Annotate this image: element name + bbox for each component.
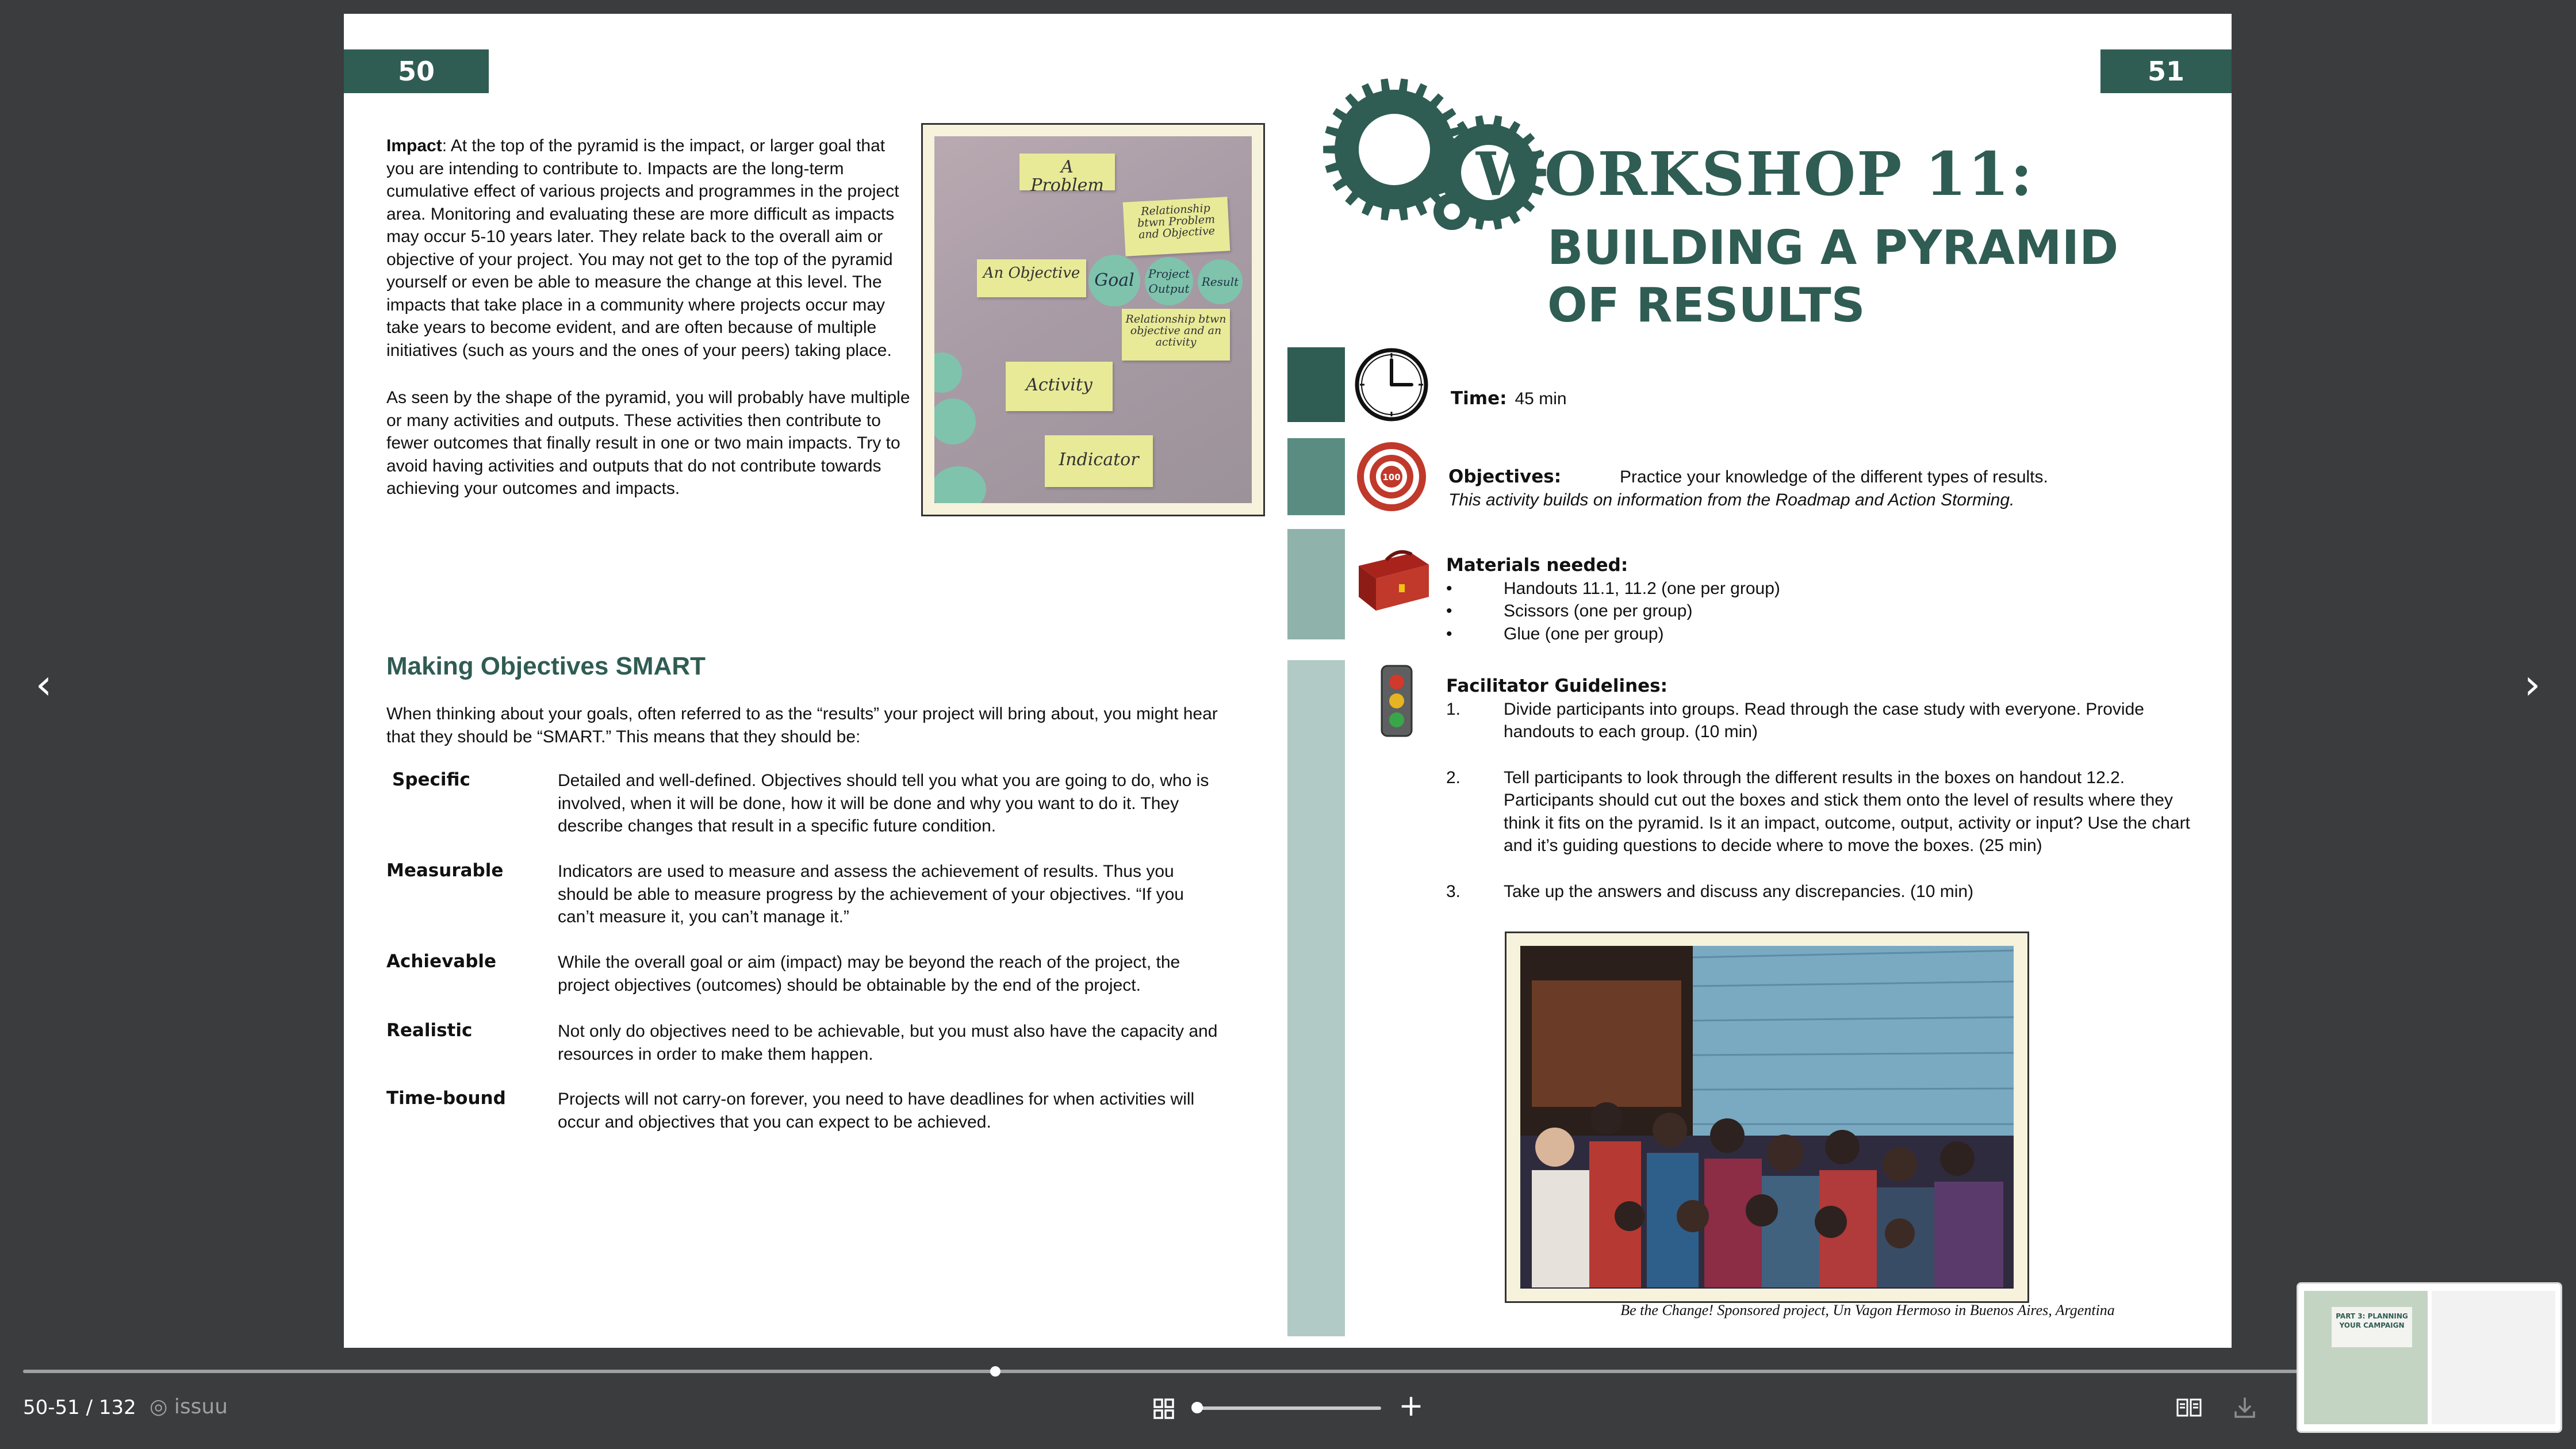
note-activity: Activity bbox=[1006, 362, 1113, 411]
objectives-note: This activity builds on information from the Roadmap and Action Storming. bbox=[1448, 490, 2015, 509]
download-icon[interactable] bbox=[2232, 1395, 2257, 1420]
smart-intro: When thinking about your goals, often referred to as the “results” your project will bring about, you might hear that they should be “SMART.” This means that they should be: bbox=[386, 704, 1218, 746]
smart-desc: Not only do objectives need to be achievable, but you must also have the capacity and resources in order to make them happen. bbox=[558, 1022, 1218, 1064]
smart-term: Measurable bbox=[386, 860, 504, 881]
smart-term: Specific bbox=[392, 769, 470, 790]
children-photo bbox=[1505, 931, 2029, 1303]
thumbnail-left-page bbox=[2304, 1291, 2428, 1424]
impact-text: : At the top of the pyramid is the impact, or larger goal that you are intending to contribute to. Impacts are the long-term cumulative effect of various projects and programmes in the project area. Monitoring and evaluating these are more difficult as impacts may occur 5-10 years later. They relate back to the overall aim or objective of your project. You may not get to the top of the pyramid yourself or even be able to measure the change at this level. The impacts that take place in a community where projects occur may take years to become evident, and are often because of multiple initiatives (such as yours and the ones of your peers) taking place. bbox=[386, 136, 899, 360]
gear-tooth bbox=[1398, 79, 1408, 94]
gear-tooth bbox=[1381, 206, 1390, 221]
sticky-notes-wall bbox=[934, 136, 1252, 503]
smart-term: Achievable bbox=[386, 951, 497, 972]
note-objective: An Objective bbox=[977, 259, 1086, 297]
workshop-subtitle-line1: BUILDING A PYRAMID bbox=[1547, 221, 2119, 275]
dot-goal: Goal bbox=[1088, 255, 1140, 306]
reader-icon[interactable] bbox=[2176, 1396, 2202, 1419]
zoom-slider[interactable] bbox=[1197, 1406, 1381, 1410]
zoom-slider-knob[interactable] bbox=[1191, 1402, 1203, 1413]
materials-label: Materials needed: bbox=[1446, 555, 1628, 576]
page-number-badge: 50 bbox=[344, 49, 489, 93]
page-progress-knob[interactable] bbox=[990, 1366, 1000, 1377]
note-indicator: Indicator bbox=[1045, 435, 1153, 487]
page-number-badge: 51 bbox=[2100, 49, 2232, 93]
caption-text: Be the Change! Sponsored project, Un Vagon Hermoso in Buenos Aires, Argentina bbox=[1620, 1302, 2115, 1318]
thumbnail-right-page bbox=[2432, 1291, 2555, 1424]
thumbnail-preview[interactable] bbox=[2297, 1282, 2562, 1433]
thumbnail-title: PART 3: PLANNING YOUR CAMPAIGN bbox=[2332, 1307, 2412, 1347]
impact-paragraph bbox=[386, 135, 915, 362]
note-problem: A Problem bbox=[1019, 154, 1115, 190]
section-bar bbox=[1287, 529, 1345, 639]
smart-heading: Making Objectives SMART bbox=[386, 652, 706, 680]
list-item bbox=[1446, 600, 2194, 623]
material-item: Handouts 11.1, 11.2 (one per group) bbox=[1504, 578, 1780, 598]
workshop-title: WORKSHOP 11: bbox=[1476, 139, 2034, 209]
list-item bbox=[1446, 698, 2205, 743]
smart-term: Time-bound bbox=[386, 1088, 506, 1109]
list-item bbox=[1446, 766, 2205, 857]
pyramid-shape-paragraph: As seen by the shape of the pyramid, you will probably have multiple or many activities and outputs. These activities then contribute to fewer outcomes that finally result in one or two main impacts. Try to avoid having activities and outputs that do not contribute towards achieving your outcomes and impacts. bbox=[386, 388, 910, 498]
smart-desc: Indicators are used to measure and assess the achievement of results. Thus you should be able to measure progress by the achievement of your objectives. “If you can’t measure it, you can’t manage it.” bbox=[558, 862, 1184, 926]
gear-tooth bbox=[1381, 79, 1390, 94]
time-row bbox=[1451, 388, 1567, 411]
bullet: • bbox=[1446, 601, 1452, 620]
facilitator-label: Facilitator Guidelines: bbox=[1446, 676, 1668, 696]
time-value: 45 min bbox=[1515, 389, 1567, 408]
section-bar bbox=[1287, 438, 1345, 515]
gear-tooth bbox=[1493, 217, 1502, 229]
sticky-notes-photo bbox=[921, 123, 1265, 516]
smart-desc: Projects will not carry-on forever, you need to have deadlines for when activities will occur and objectives that you can expect to be achieved. bbox=[558, 1090, 1195, 1132]
issuu-logo bbox=[150, 1395, 228, 1419]
gear-tooth bbox=[1475, 217, 1485, 229]
step-number: 2. bbox=[1446, 768, 1461, 787]
bullet: • bbox=[1446, 624, 1452, 643]
dot-project-output: Project Output bbox=[1145, 257, 1193, 305]
step-text: Take up the answers and discuss any discrepancies. (10 min) bbox=[1504, 881, 1974, 901]
workshop-subtitle-line2: OF RESULTS bbox=[1547, 278, 1865, 333]
clock-icon bbox=[1354, 347, 1429, 422]
chevron-left-icon[interactable]: ‹ bbox=[35, 660, 52, 708]
step-text: Tell participants to look through the different results in the boxes on handout 12.2. Participants should cut out the boxes and stick them onto the level of results where they think it fits on the pyramid. Is it an impact, outcome, output, activity or input? Use the chart and it’s guiding questions to decide where to move the boxes. (25 min) bbox=[1504, 768, 2190, 855]
smart-term: Realistic bbox=[386, 1020, 473, 1041]
issuu-logo-icon: ◎ bbox=[150, 1395, 168, 1419]
page-indicator: 50-51 / 132 bbox=[23, 1396, 136, 1419]
note-relationship-activity: Relationship btwn objective and an activity bbox=[1122, 309, 1230, 361]
objectives-row bbox=[1448, 466, 2196, 511]
list-item bbox=[1446, 880, 2205, 903]
issuu-brand: issuu bbox=[174, 1395, 228, 1419]
photo-caption bbox=[1287, 1302, 2232, 1319]
step-number: 1. bbox=[1446, 699, 1461, 719]
list-item bbox=[1446, 623, 2194, 646]
smart-desc: While the overall goal or aim (impact) may be beyond the reach of the project, the project objectives (outcomes) should be obtainable by the end of the project. bbox=[558, 953, 1180, 995]
materials-block bbox=[1446, 554, 2194, 645]
photo-illustration bbox=[1520, 946, 2014, 1287]
gear-tooth bbox=[1398, 206, 1408, 221]
grid-icon[interactable] bbox=[1152, 1397, 1175, 1420]
dot-result: Result bbox=[1198, 259, 1243, 304]
gear-tooth bbox=[1475, 116, 1485, 128]
gear-tooth bbox=[1325, 162, 1340, 173]
dot-decoration bbox=[934, 398, 976, 444]
target-icon bbox=[1354, 439, 1429, 514]
gear-tooth bbox=[1431, 168, 1443, 177]
bullet: • bbox=[1446, 578, 1452, 598]
material-item: Glue (one per group) bbox=[1504, 624, 1664, 643]
time-label: Time: bbox=[1451, 388, 1507, 409]
step-text: Divide participants into groups. Read through the case study with everyone. Provide handouts to each group. (10 min) bbox=[1504, 699, 2144, 741]
material-item: Scissors (one per group) bbox=[1504, 601, 1693, 620]
dot-decoration bbox=[934, 466, 986, 503]
impact-label: Impact bbox=[386, 136, 442, 155]
gear-tooth bbox=[1493, 116, 1502, 128]
dot-decoration bbox=[934, 352, 962, 393]
toolbox-icon bbox=[1354, 543, 1431, 614]
traffic-light-icon bbox=[1374, 664, 1420, 738]
book-spread bbox=[344, 14, 2232, 1348]
left-page bbox=[344, 14, 1287, 1348]
page-progress-track[interactable] bbox=[23, 1370, 2300, 1373]
objectives-text: Practice your knowledge of the different types of results. bbox=[1620, 467, 2048, 486]
objectives-label: Objectives: bbox=[1448, 466, 1562, 487]
target-label: 100 bbox=[1382, 472, 1401, 482]
chevron-right-icon[interactable]: › bbox=[2524, 660, 2541, 708]
gear-tooth bbox=[1325, 126, 1340, 137]
note-relationship-problem: Relationship btwn Problem and Objective bbox=[1123, 197, 1230, 256]
gear-tooth bbox=[1323, 145, 1337, 154]
list-item bbox=[1446, 577, 2194, 600]
section-bar bbox=[1287, 347, 1345, 422]
step-number: 3. bbox=[1446, 881, 1461, 901]
smart-desc: Detailed and well-defined. Objectives should tell you what you are going to do, who is involved, when it will be done, how it will be done and why you want to do it. They describe changes that result in a specific future condition. bbox=[558, 771, 1209, 835]
right-page bbox=[1287, 14, 2232, 1348]
train-car-photo bbox=[1520, 946, 2014, 1289]
section-bar bbox=[1287, 660, 1345, 1336]
plus-icon[interactable]: + bbox=[1398, 1389, 1424, 1423]
facilitator-guidelines bbox=[1446, 675, 2205, 903]
